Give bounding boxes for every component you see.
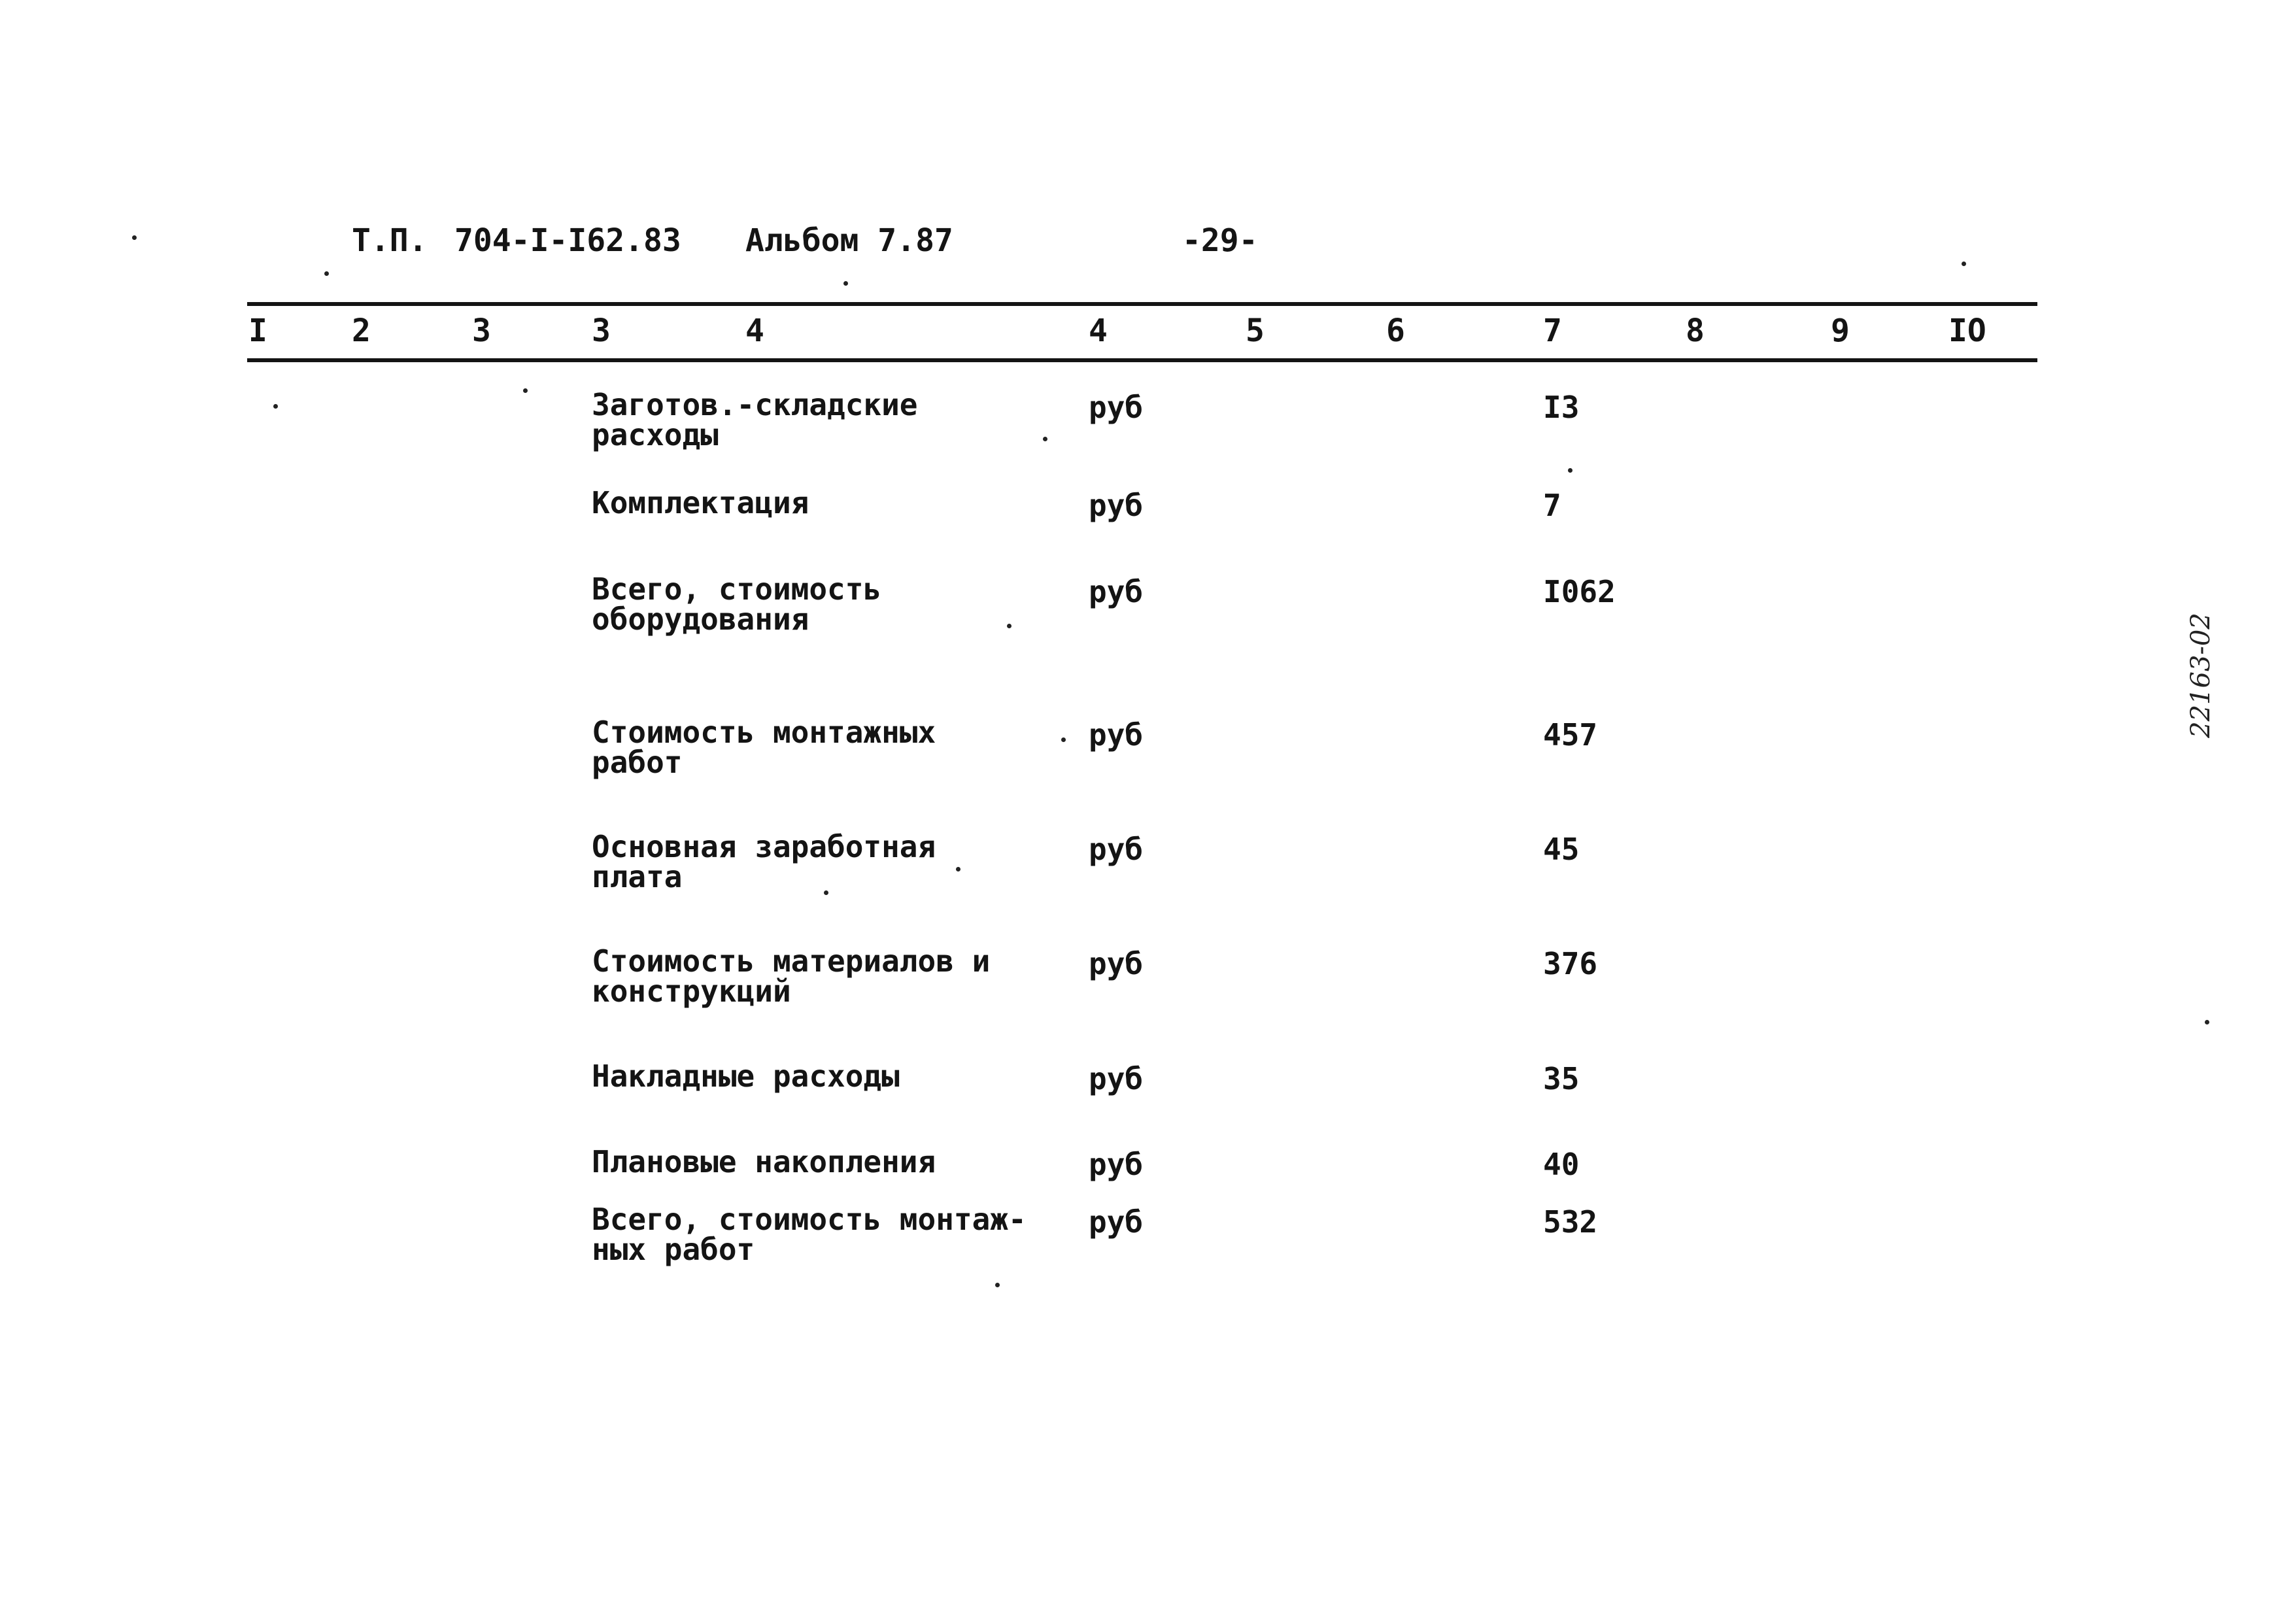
row-label: Основная заработная плата — [592, 829, 936, 894]
column-number: 2 — [352, 313, 371, 349]
row-label: Всего, стоимость монтаж- ных работ — [592, 1202, 1027, 1267]
row-value: 45 — [1543, 832, 1580, 867]
scan-speck — [1962, 262, 1966, 266]
column-number: I — [248, 313, 267, 349]
scan-speck — [523, 388, 528, 393]
scan-speck — [2205, 1020, 2209, 1024]
column-number: 8 — [1686, 313, 1705, 349]
row-value: 457 — [1543, 717, 1598, 753]
row-label: Стоимость монтажных работ — [592, 715, 936, 780]
column-number: IO — [1948, 313, 1986, 349]
scan-speck — [995, 1283, 1000, 1287]
row-unit: руб — [1089, 946, 1144, 981]
column-number: 4 — [1089, 313, 1108, 349]
scan-speck — [1007, 624, 1012, 628]
column-number: 5 — [1246, 313, 1265, 349]
column-number: 9 — [1831, 313, 1850, 349]
column-number: 3 — [472, 313, 491, 349]
row-value: I3 — [1543, 390, 1580, 425]
column-number: 6 — [1386, 313, 1405, 349]
row-label: Заготов.-складские расходы — [592, 387, 918, 452]
row-label: Комплектация — [592, 485, 809, 520]
row-unit: руб — [1089, 574, 1144, 609]
row-unit: руб — [1089, 717, 1144, 753]
scan-speck — [132, 235, 137, 240]
row-label: Стоимость материалов и конструкций — [592, 943, 991, 1009]
row-value: 35 — [1543, 1061, 1580, 1096]
page-number: -29- — [1182, 222, 1258, 259]
scan-speck — [1568, 468, 1572, 473]
row-unit: руб — [1089, 1147, 1144, 1182]
table-header-rule — [247, 358, 2037, 362]
row-value: 532 — [1543, 1204, 1598, 1240]
row-label: Плановые накопления — [592, 1144, 936, 1179]
scan-speck — [956, 867, 960, 871]
column-number: 7 — [1543, 313, 1562, 349]
row-unit: руб — [1089, 1204, 1144, 1240]
column-number: 4 — [745, 313, 764, 349]
scan-speck — [324, 271, 329, 276]
project-code: 704-I-I62.83 — [454, 222, 681, 259]
scan-speck — [843, 281, 848, 286]
row-label: Всего, стоимость оборудования — [592, 571, 882, 637]
scan-speck — [1061, 737, 1066, 742]
scan-speck — [824, 890, 828, 895]
row-value: 40 — [1543, 1147, 1580, 1182]
row-unit: руб — [1089, 488, 1144, 523]
table-top-rule — [247, 302, 2037, 306]
scan-speck — [1043, 437, 1047, 441]
scan-speck — [273, 404, 278, 409]
row-value: 7 — [1543, 488, 1561, 523]
column-number: 3 — [592, 313, 611, 349]
row-unit: руб — [1089, 1061, 1144, 1096]
row-value: I062 — [1543, 574, 1616, 609]
album-label: Альбом 7.87 — [745, 222, 953, 259]
row-label: Накладные расходы — [592, 1058, 900, 1094]
series-label: Т.П. — [352, 222, 428, 259]
row-unit: руб — [1089, 390, 1144, 425]
row-unit: руб — [1089, 832, 1144, 867]
row-value: 376 — [1543, 946, 1598, 981]
handwritten-margin-note: 22163-02 — [2185, 613, 2216, 738]
